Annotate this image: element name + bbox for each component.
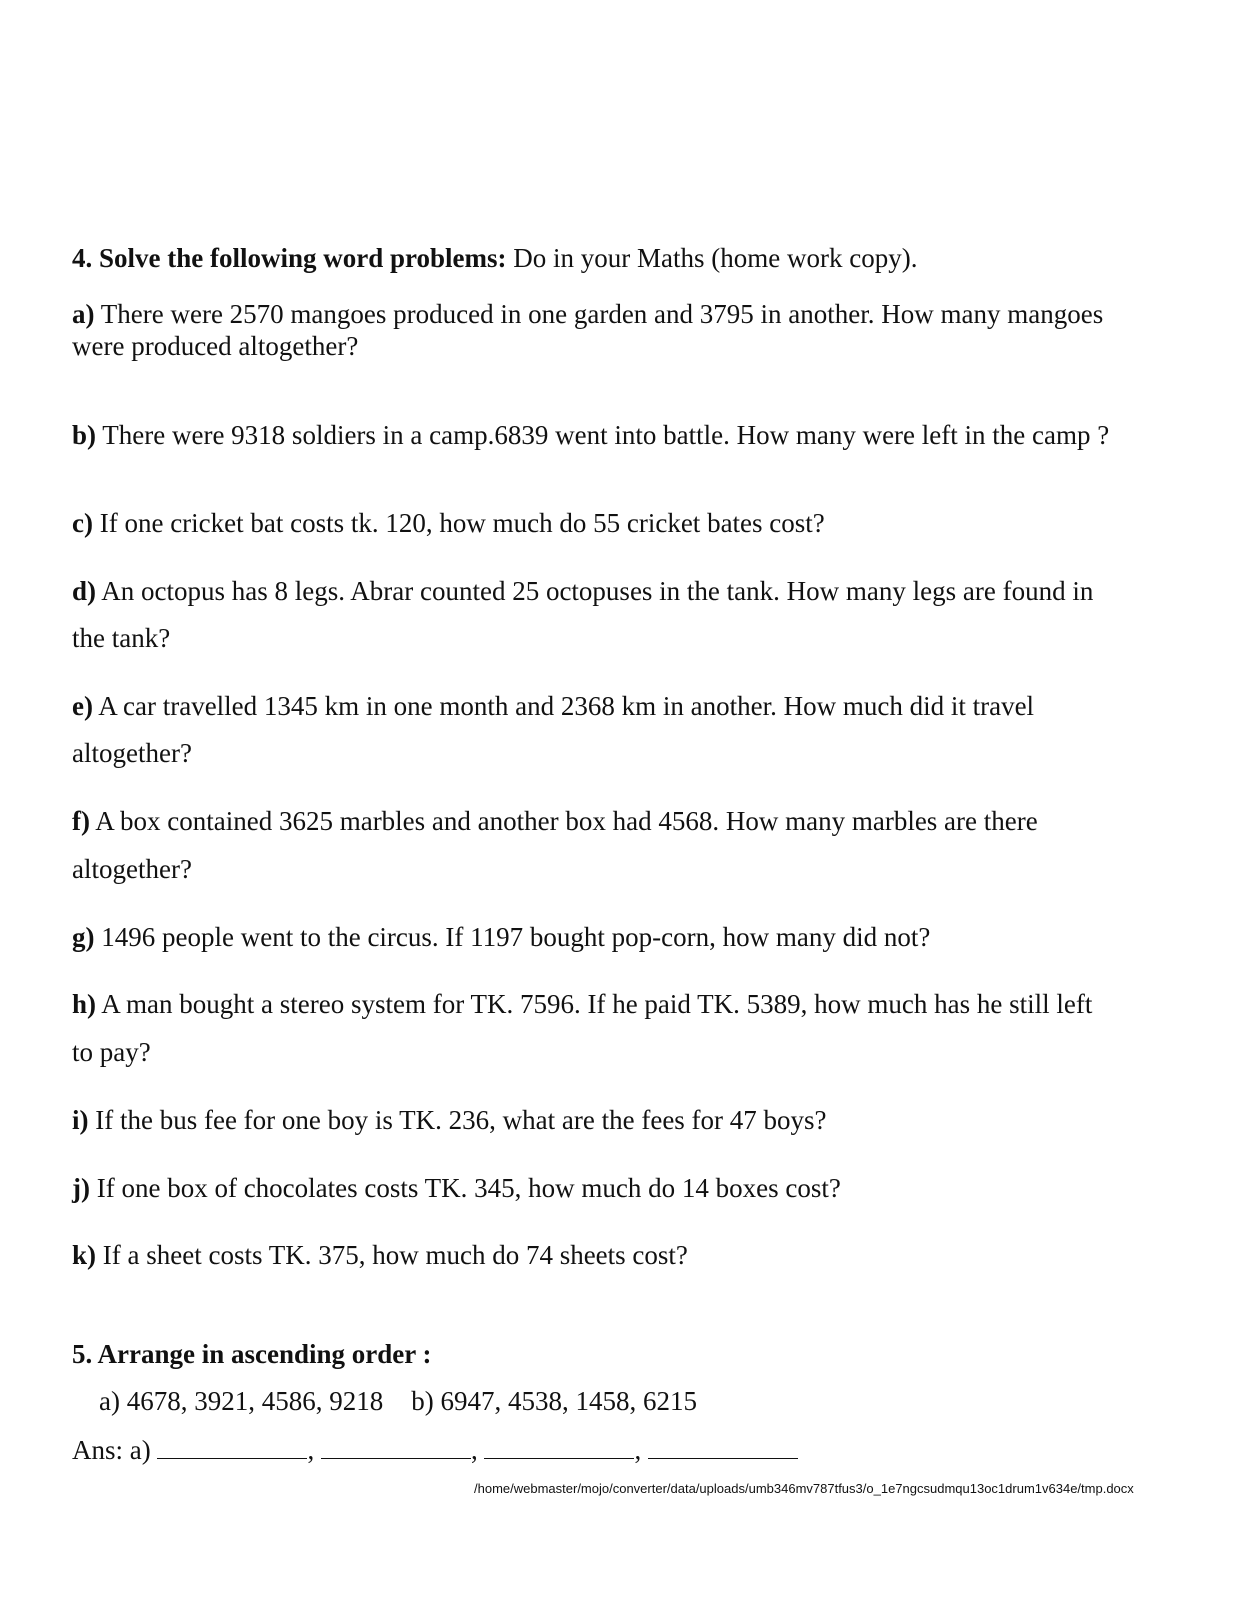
- answer-label: Ans: a): [72, 1435, 151, 1465]
- problem-j: [72, 1172, 841, 1204]
- problem-text: If the bus fee for one boy is TK. 236, what are the fees for 47 boys?: [88, 1105, 827, 1135]
- problem-text: If a sheet costs TK. 375, how much do 74 sheets cost?: [96, 1240, 688, 1270]
- problem-f: [72, 805, 1038, 837]
- problem-text: A box contained 3625 marbles and another box had 4568. How many marbles are there: [89, 806, 1038, 836]
- answer-blank-3[interactable]: [484, 1436, 634, 1459]
- problem-text: to pay?: [72, 1037, 151, 1067]
- problem-e-continued: [72, 737, 192, 769]
- problem-label: e): [72, 691, 93, 721]
- part-a-numbers: a) 4678, 3921, 4586, 9218: [99, 1386, 384, 1416]
- problem-g: [72, 921, 930, 953]
- answer-line: [72, 1434, 798, 1466]
- question-4-title: 4. Solve the following word problems:: [72, 243, 507, 273]
- problem-d-continued: [72, 622, 170, 654]
- problem-c: [72, 507, 825, 539]
- part-b-numbers: b) 6947, 4538, 1458, 6215: [411, 1386, 697, 1416]
- problem-e: [72, 690, 1034, 722]
- problem-text: There were 2570 mangoes produced in one garden and 3795 in another. How many mangoes: [94, 299, 1104, 329]
- problem-text: altogether?: [72, 854, 192, 884]
- answer-separator: ,: [307, 1435, 315, 1465]
- question-5-title: 5. Arrange in ascending order :: [72, 1339, 432, 1369]
- problem-text: A car travelled 1345 km in one month and 2368 km in another. How much did it travel: [92, 691, 1035, 721]
- answer-blank-2[interactable]: [321, 1436, 471, 1459]
- problem-text: were produced altogether?: [72, 331, 359, 361]
- problem-label: f): [72, 806, 90, 836]
- problem-a-continued: [72, 330, 358, 362]
- problem-text: If one box of chocolates costs TK. 345, how much do 14 boxes cost?: [89, 1173, 841, 1203]
- answer-separator: ,: [634, 1435, 642, 1465]
- problem-h: [72, 988, 1092, 1020]
- problem-text: There were 9318 soldiers in a camp.6839 went into battle. How many were left in the camp ?: [96, 420, 1110, 450]
- problem-f-continued: [72, 853, 192, 885]
- problem-label: g): [72, 922, 95, 952]
- problem-b: [72, 419, 1109, 451]
- answer-separator: ,: [470, 1435, 478, 1465]
- answer-blank-1[interactable]: [157, 1436, 307, 1459]
- problem-text: A man bought a stereo system for TK. 7596. If he paid TK. 5389, how much has he still left: [96, 989, 1093, 1019]
- problem-text: altogether?: [72, 738, 192, 768]
- problem-h-continued: [72, 1036, 151, 1068]
- problem-text: An octopus has 8 legs. Abrar counted 25 octopuses in the tank. How many legs are found in: [96, 576, 1094, 606]
- problem-label: j): [72, 1173, 90, 1203]
- problem-text: If one cricket bat costs tk. 120, how much do 55 cricket bates cost?: [92, 508, 825, 538]
- question-4-heading: [72, 242, 917, 274]
- problem-label: c): [72, 508, 93, 538]
- problem-d: [72, 575, 1093, 607]
- problem-label: k): [72, 1240, 97, 1270]
- problem-a: [72, 298, 1103, 330]
- footer-file-path: /home/webmaster/mojo/converter/data/uploads/umb346mv787tfus3/o_1e7ngcsudmqu13oc1drum1v634e/tmp.docx: [474, 1481, 1134, 1496]
- question-4-instruction: Do in your Maths (home work copy).: [506, 243, 918, 273]
- answer-blank-4[interactable]: [648, 1436, 798, 1459]
- problem-label: i): [72, 1105, 89, 1135]
- problem-label: h): [72, 989, 97, 1019]
- problem-label: b): [72, 420, 97, 450]
- problem-text: 1496 people went to the circus. If 1197 bought pop-corn, how many did not?: [94, 922, 931, 952]
- question-5-numbers: [99, 1385, 697, 1417]
- problem-label: a): [72, 299, 95, 329]
- problem-k: [72, 1239, 688, 1271]
- question-5-heading: [72, 1338, 432, 1370]
- problem-i: [72, 1104, 827, 1136]
- problem-text: the tank?: [72, 623, 171, 653]
- problem-label: d): [72, 576, 97, 606]
